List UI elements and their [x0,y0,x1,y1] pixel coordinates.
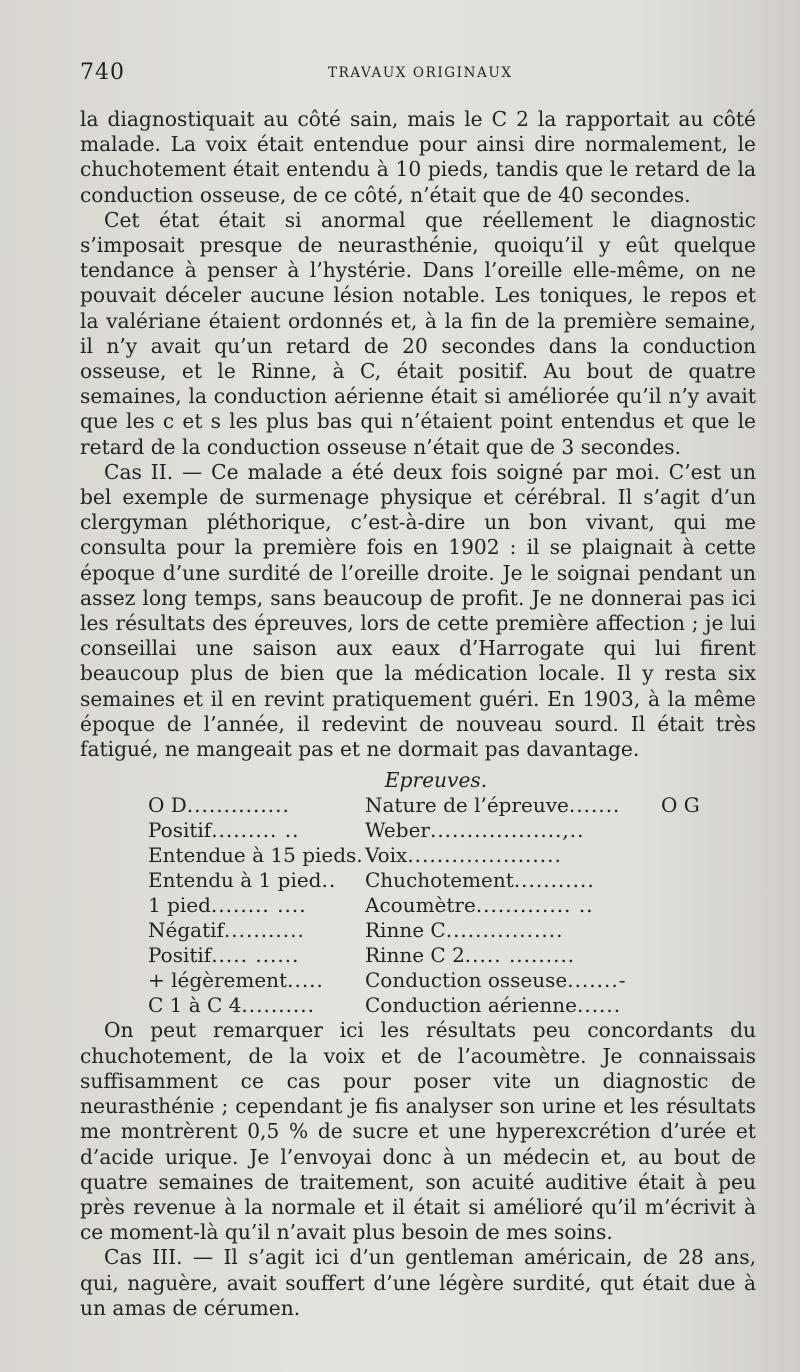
trials-og-value [657,893,700,918]
trials-row [148,818,700,843]
trials-header-nature: Nature de l’épreuve....... [365,793,621,818]
trials-test-name: Conduction aérienne...... [365,993,622,1018]
body-text [80,107,756,1321]
trials-od-value: Entendue à 15 pieds. [148,843,363,868]
trials-og-value [657,943,700,968]
trials-row [148,843,700,868]
trials-og-value [657,993,700,1018]
trials-row [148,868,700,893]
paragraph-cas-2-conclusion: On peut remarquer ici les résultats peu concordants du chuchotement, de la voix et de l’acoumètre. Je connaissais suffisamment ce cas pour poser vite un diagnostic de neurasthénie ; cependant je fis analyser son urine et les résultats me montrèrent 0,5 % de sucre et une hyperexcrétion d’urée et d’acide urique. Je l’envoyai donc à un médecin et, au bout de quatre semaines de traitement, son acuité auditive était à peu près revenue à la normale et il était si amélioré qu’il m’écrivit à ce moment-là qu’il n’avait plus besoin de mes soins. [80,1018,756,1245]
trials-header-row [148,793,700,818]
trials-header-od: O D.............. [148,793,290,818]
trials-od-value: Entendu à 1 pied.. [148,868,337,893]
trials-od-value: 1 pied........ .... [148,893,307,918]
trials-test-name: Rinne C................ [365,918,564,943]
running-title: TRAVAUX ORIGINAUX [328,65,513,81]
trials-test-name: Conduction osseuse.......- [365,968,627,993]
trials-header-og: O G [661,793,700,818]
trials-og-value [657,818,700,843]
trials-od-value: + légèrement..... [148,968,324,993]
trials-og-value [657,968,700,993]
trials-od-value: C 1 à C 4.......... [148,993,315,1018]
trials-od-value: Positif..... ...... [148,943,300,968]
trials-row [148,968,700,993]
trials-row [148,918,700,943]
trials-od-value: Positif......... .. [148,818,300,843]
trials-caption: Epreuves. [384,768,488,793]
paragraph-cas-2: Cas II. — Ce malade a été deux fois soigné par moi. C’est un bel exemple de surmenage physique et cérébral. Il s’agit d’un clergyman pléthorique, c’est-à-dire un bon vivant, qui me consulta pour la première fois en 1902 : il se plaignait à cette époque d’une surdité de l’oreille droite. Je le soignai pendant un assez long temps, sans beaucoup de profit. Je ne donnerai pas ici les résultats des épreuves, lors de cette première affection ; je lui conseillai une saison aux eaux d’Harrogate qui lui firent beaucoup plus de bien que la médication locale. Il y resta six semaines et il en revint pratiquement guéri. En 1903, à la même époque de l’année, il redevint de nouveau sourd. Il était très fatigué, ne mangeait pas et ne dormait pas davantage. [80,459,756,762]
trials-og-value [657,843,700,868]
trials-row [148,993,700,1018]
trials-test-name: Voix..................... [365,843,562,868]
trials-og-value [657,868,700,893]
trials-table [148,793,700,1018]
trials-test-name: Chuchotement........... [365,868,595,893]
trials-od-value: Négatif........... [148,918,305,943]
trials-og-value [657,918,700,943]
trials-test-name: Weber..................,.. [365,818,585,843]
trials-row [148,943,700,968]
paragraph-continuation: la diagnostiquait au côté sain, mais le C 2 la rapportait au côté malade. La voix était entendue pour ainsi dire normalement, le chuchotement était entendu à 10 pieds, tandis que le retard de la conduction osseuse, de ce côté, n’était que de 40 secondes. [80,107,756,207]
running-head [80,60,760,90]
trials-test-name: Acoumètre............. .. [365,893,594,918]
page-number: 740 [80,60,125,85]
trials-test-name: Rinne C 2..... ......... [365,943,576,968]
paragraph-cas-3: Cas III. — Il s’agit ici d’un gentleman américain, de 28 ans, qui, naguère, avait souffert d’une légère surdité, qut était due à un amas de cérumen. [80,1245,756,1320]
paragraph-cas-1-conclusion: Cet état était si anormal que réellement le diagnostic s’imposait presque de neurasthénie, quoiqu’il y eût quelque tendance à penser à l’hystérie. Dans l’oreille elle-même, on ne pouvait déceler aucune lésion notable. Les toniques, le repos et la valériane étaient ordonnés et, à la fin de la première semaine, il n’y avait qu’un retard de 20 secondes dans la conduction osseuse, et le Rinne, à C, était positif. Au bout de quatre semaines, la conduction aérienne était si améliorée qu’il n’y avait que les c et s les plus bas qui n’étaient point entendus et que le retard de la conduction osseuse n’était que de 3 secondes. [80,207,756,459]
trials-row [148,893,700,918]
